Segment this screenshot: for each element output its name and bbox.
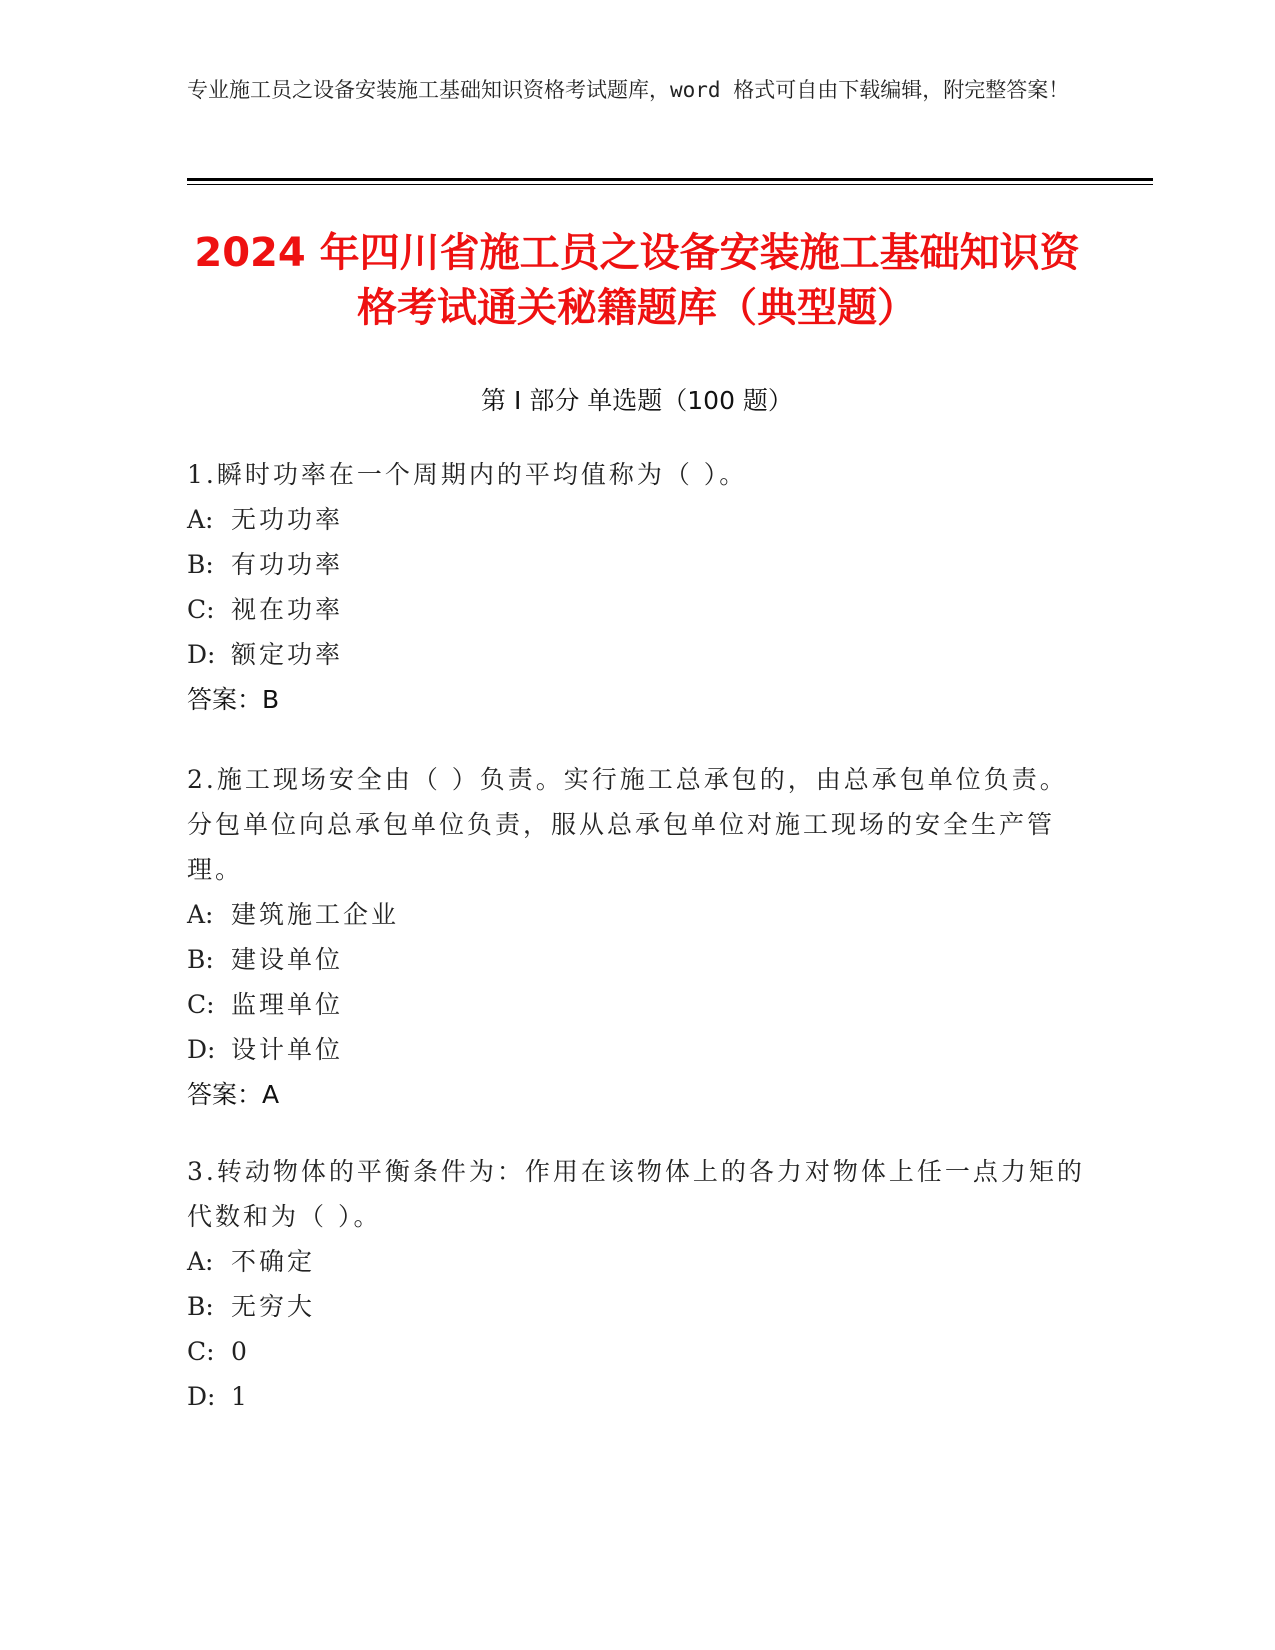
question-1 [187,452,1087,722]
question-stem: 3.转动物体的平衡条件为：作用在该物体上的各力对物体上任一点力矩的代数和为（ ）。 [187,1157,1085,1231]
option-a [187,497,1087,542]
option-d [187,632,1087,677]
option-d [187,1027,1087,1072]
option-c [187,587,1087,632]
option-d [187,1374,1087,1419]
answer-label: 答案： [187,685,263,714]
option-text: 监理单位 [231,990,344,1019]
question-3 [187,1149,1087,1419]
option-text: 1 [231,1382,250,1411]
option-c [187,982,1087,1027]
section-heading: 第 I 部分 单选题（100 题） [481,386,793,415]
answer-line [187,677,1087,722]
option-b [187,542,1087,587]
option-c [187,1329,1087,1374]
option-text: 无穷大 [231,1292,316,1321]
option-text: 无功功率 [231,505,344,534]
answer-line [187,1072,1087,1117]
answer-label: 答案： [187,1080,263,1109]
option-letter: D: [187,1382,216,1411]
header-note: 专业施工员之设备安装施工基础知识资格考试题库，word 格式可自由下载编辑，附完整答案！ [187,78,1070,102]
option-letter: C: [187,990,215,1019]
option-text: 设计单位 [231,1035,344,1064]
option-text: 建筑施工企业 [231,900,400,929]
option-text: 视在功率 [231,595,344,624]
option-text: 不确定 [231,1247,316,1276]
option-a [187,1239,1087,1284]
question-stem: 1.瞬时功率在一个周期内的平均值称为（ ）。 [187,460,748,489]
option-letter: D: [187,1035,216,1064]
option-letter: A: [187,505,214,534]
option-letter: B: [187,550,214,579]
option-b [187,1284,1087,1329]
option-letter: C: [187,1337,215,1366]
question-2 [187,757,1087,1117]
option-text: 0 [231,1337,250,1366]
document-title: 2024 年四川省施工员之设备安装施工基础知识资格考试通关秘籍题库（典型题） [194,230,1080,331]
header-divider-thin [187,184,1153,185]
option-text: 额定功率 [231,640,344,669]
option-letter: A: [187,1247,214,1276]
answer-value: B [262,685,280,714]
option-letter: C: [187,595,215,624]
option-letter: A: [187,900,214,929]
header-divider-thick [187,178,1153,181]
answer-value: A [262,1080,280,1109]
option-a [187,892,1087,937]
option-letter: B: [187,1292,214,1321]
option-letter: D: [187,640,216,669]
option-b [187,937,1087,982]
option-text: 有功功率 [231,550,344,579]
question-stem: 2.施工现场安全由（ ）负责。实行施工总承包的，由总承包单位负责。分包单位向总承包单位负责，服从总承包单位对施工现场的安全生产管理。 [187,765,1068,884]
option-text: 建设单位 [231,945,344,974]
option-letter: B: [187,945,214,974]
